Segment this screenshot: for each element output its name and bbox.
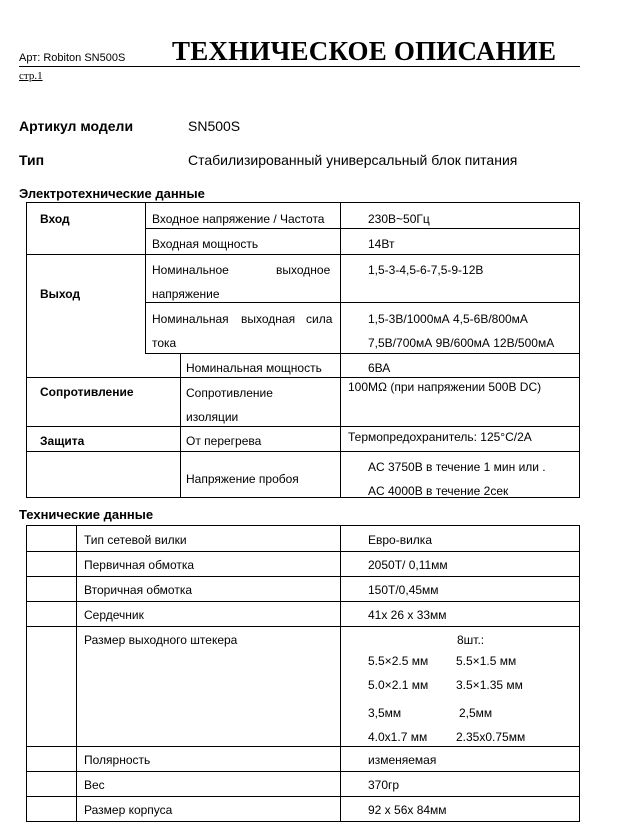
input-voltage-label: Входное напряжение / Частота [152,212,325,226]
overheat-value: Термопредохранитель: 125°C/2A [348,430,532,444]
electrical-section-title: Электротехнические данные [19,186,205,201]
resistance-label: Сопротивление [40,385,134,399]
article-line: Арт: Robiton SN500S [19,52,126,64]
plug-size: 5.5×2.5 мм [368,654,429,668]
page-number: стр.1 [19,70,43,82]
plug-size: 2.35x0.75мм [456,730,526,744]
type-value: Стабилизированный универсальный блок питания [188,152,518,168]
plug-size-label: Размер выходного штекера [84,633,238,647]
table-row-value: 150T/0,45мм [368,583,439,597]
input-voltage-value: 230В~50Гц [368,212,430,226]
nom-power-label: Номинальная мощность [186,361,322,375]
table-row-label: Полярность [84,753,151,767]
nom-voltage-value: 1,5-3-4,5-6-7,5-9-12В [368,263,484,277]
table-row-label: Сердечник [84,608,144,622]
table-row-value: 41x 26 x 33мм [368,608,447,622]
breakdown-label: Напряжение пробоя [186,472,299,486]
resistance-param-label-2: изоляции [186,410,239,424]
resistance-param-label-1: Сопротивление [186,386,273,400]
plug-size: 5.0×2.1 мм [368,678,429,692]
nom-voltage-label-1: Номинальное [152,263,229,277]
table-row-value: изменяемая [368,753,437,767]
overheat-label: От перегрева [186,434,262,448]
nom-current-label-3: сила [306,312,333,326]
nom-current-value-1: 1,5-3В/1000мА 4,5-6В/800мА [368,312,528,326]
table-row-label: Первичная обмотка [84,558,195,572]
nom-power-value: 6ВА [368,361,391,375]
table-row-label: Вес [84,778,105,792]
plug-size: 3,5мм [368,706,402,720]
article-label: Артикул модели [19,118,134,134]
plug-count: 8шт.: [457,633,485,647]
page-title: ТЕХНИЧЕСКОЕ ОПИСАНИЕ [172,36,557,66]
table-row-label: Вторичная обмотка [84,583,193,597]
table-row-label: Тип сетевой вилки [84,533,187,547]
table-row-value: 2050T/ 0,11мм [368,558,448,572]
plug-size: 4.0x1.7 мм [368,730,428,744]
protection-label: Защита [40,434,85,448]
breakdown-value-2: AC 4000В в течение 2сек [368,484,509,498]
type-label: Тип [19,152,45,168]
table-row-value: 370гр [368,778,400,792]
output-label: Выход [40,287,81,301]
nom-current-label-1: Номинальная [152,312,229,326]
plug-size: 5.5×1.5 мм [456,654,517,668]
resistance-value: 100MΩ (при напряжении 500В DC) [348,380,542,394]
input-label: Вход [40,212,70,226]
input-power-label: Входная мощность [152,237,259,251]
nom-current-value-2: 7,5В/700мА 9В/600мА 12В/500мА [368,336,555,350]
input-power-value: 14Вт [368,237,395,251]
article-value: SN500S [188,118,241,134]
plug-size: 3.5×1.35 мм [456,678,523,692]
table-row-label: Размер корпуса [84,803,173,817]
breakdown-value-1: AC 3750В в течение 1 мин или . [368,460,546,474]
table-row-value: 92 x 56x 84мм [368,803,447,817]
nom-current-label-4: тока [152,336,177,350]
technical-section-title: Технические данные [19,507,154,522]
plug-size: 2,5мм [459,706,493,720]
nom-voltage-label-2: выходное [276,263,331,277]
table-row-value: Евро-вилка [368,533,432,547]
nom-voltage-label-3: напряжение [152,287,220,301]
nom-current-label-2: выходная [241,312,296,326]
